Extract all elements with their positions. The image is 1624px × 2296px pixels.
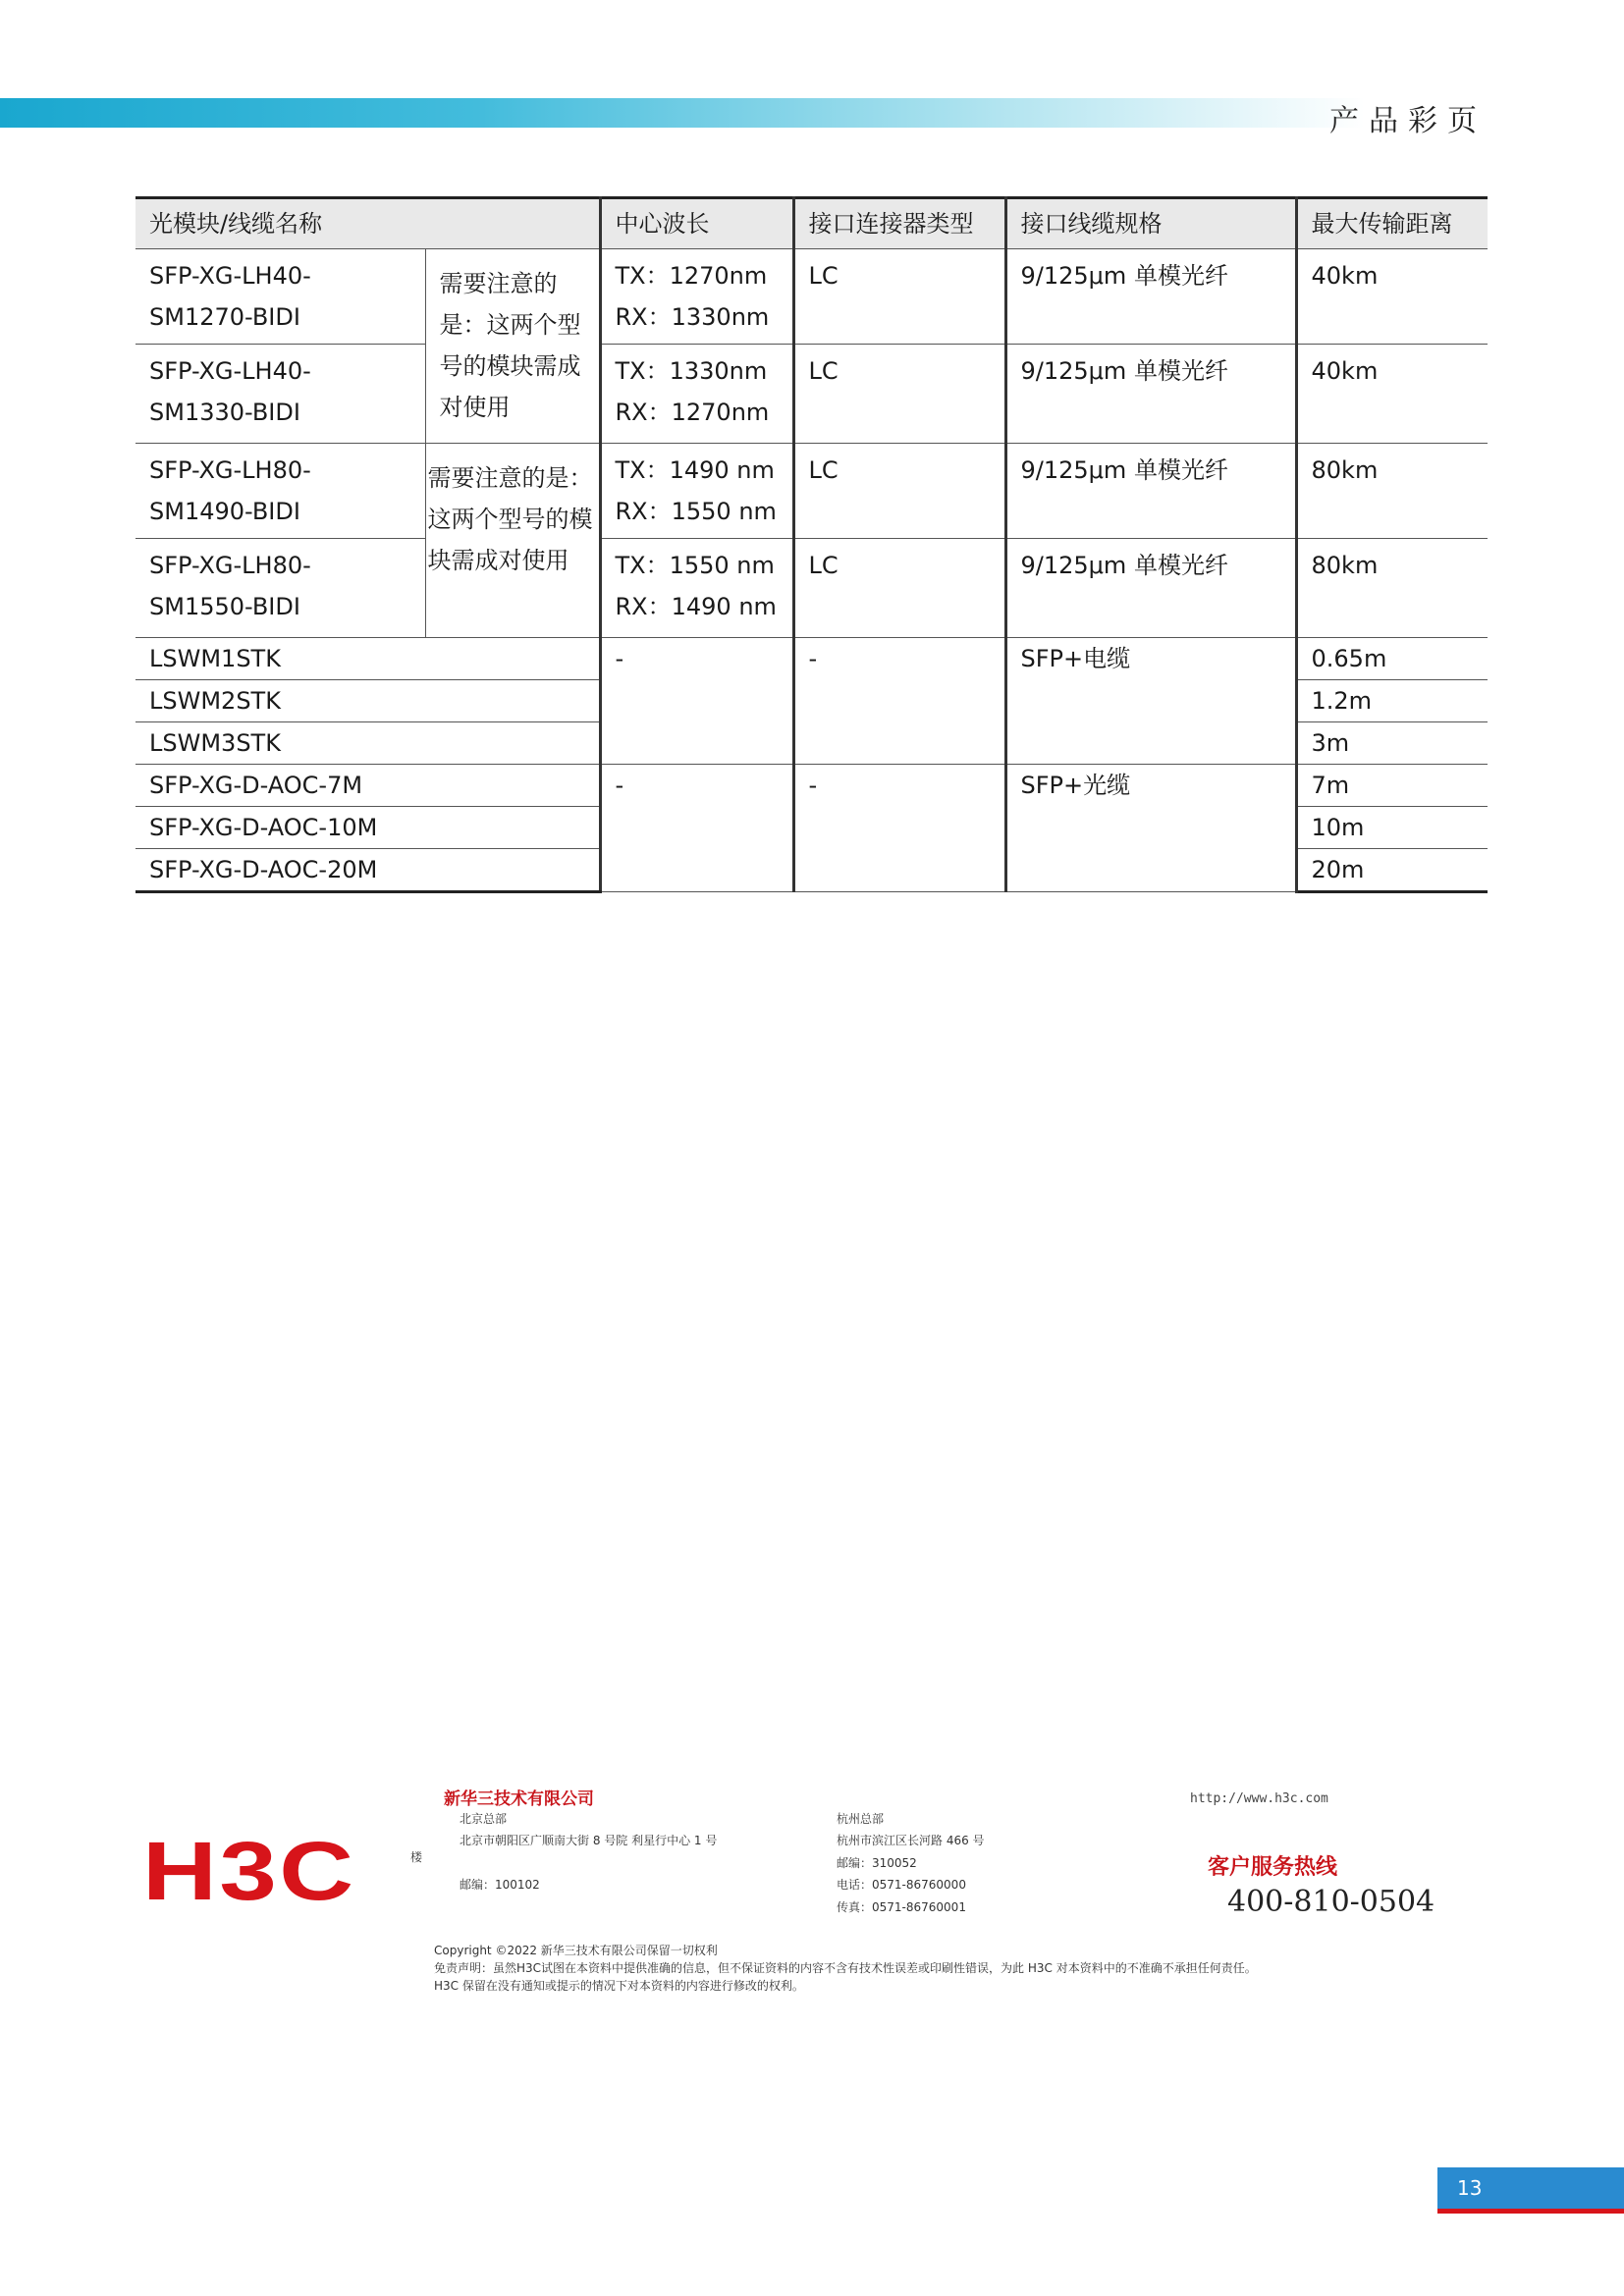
header-distance: 最大传输距离 (1296, 198, 1488, 249)
cable-spec: SFP+光缆 (1005, 765, 1296, 892)
table-header-row (135, 198, 1488, 249)
table-row (135, 638, 1488, 680)
module-name: LSWM2STK (135, 680, 600, 722)
max-distance: 1.2m (1296, 680, 1488, 722)
module-name: SFP-XG-LH40-SM1330-BIDI (135, 345, 425, 444)
beijing-hq-title: 北京总部 (460, 1812, 508, 1826)
connector-type: LC (793, 345, 1005, 444)
header-gradient-bar (0, 98, 1365, 128)
tx-wavelength: TX：1330nm (615, 357, 768, 385)
wavelength-cell (600, 249, 793, 345)
connector-type: LC (793, 249, 1005, 345)
max-distance: 80km (1296, 444, 1488, 539)
table-row (135, 765, 1488, 807)
pairing-note: 需要注意的是：这两个型号的模块需成对使用 (425, 444, 600, 638)
company-name: 新华三技术有限公司 (444, 1789, 594, 1809)
rx-wavelength: RX：1490 nm (615, 593, 777, 620)
header-cable: 接口线缆规格 (1005, 198, 1296, 249)
wavelength: - (600, 638, 793, 765)
connector-type: LC (793, 444, 1005, 539)
hangzhou-hq-postcode: 邮编：310052 (837, 1856, 917, 1870)
connector-type: - (793, 638, 1005, 765)
tx-wavelength: TX：1490 nm (615, 456, 775, 484)
module-name: SFP-XG-D-AOC-20M (135, 849, 600, 892)
cable-spec: 9/125μm 单模光纤 (1005, 444, 1296, 539)
cable-spec: 9/125μm 单模光纤 (1005, 539, 1296, 638)
page-number: 13 (1457, 2176, 1483, 2200)
table-row (135, 539, 1488, 638)
cable-spec: 9/125μm 单模光纤 (1005, 345, 1296, 444)
table-row (135, 444, 1488, 539)
module-name: SFP-XG-LH80-SM1550-BIDI (135, 539, 425, 638)
beijing-hq-address: 北京市朝阳区广顺南大街 8 号院 利星行中心 1 号 (460, 1834, 718, 1847)
hangzhou-hq-fax: 传真：0571-86760001 (837, 1900, 966, 1914)
table-row (135, 345, 1488, 444)
header-title: 产品彩页 (1329, 104, 1487, 138)
tx-wavelength: TX：1270nm (615, 262, 768, 290)
module-name: SFP-XG-D-AOC-10M (135, 807, 600, 849)
h3c-logo: H3C (142, 1825, 356, 1917)
disclaimer-text: 免责声明：虽然H3C试图在本资料中提供准确的信息，但不保证资料的内容不含有技术性误差或印刷性错误，为此 H3C 对本资料中的不准确不承担任何责任。 (434, 1961, 1257, 1975)
wavelength: - (600, 765, 793, 892)
tx-wavelength: TX：1550 nm (615, 552, 775, 579)
header-connector: 接口连接器类型 (793, 198, 1005, 249)
cable-spec: SFP+电缆 (1005, 638, 1296, 765)
module-name: LSWM1STK (135, 638, 600, 680)
copyright-block (434, 1942, 1514, 1995)
rx-wavelength: RX：1270nm (615, 399, 770, 426)
header-wavelength: 中心波长 (600, 198, 793, 249)
page-number-badge (1437, 2167, 1624, 2214)
module-name: SFP-XG-LH40-SM1270-BIDI (135, 249, 425, 345)
rx-wavelength: RX：1330nm (615, 303, 770, 331)
wavelength-cell (600, 345, 793, 444)
max-distance: 20m (1296, 849, 1488, 892)
table-row (135, 249, 1488, 345)
max-distance: 3m (1296, 722, 1488, 765)
copyright-text: Copyright ©2022 新华三技术有限公司保留一切权利 (434, 1944, 718, 1957)
connector-type: LC (793, 539, 1005, 638)
connector-type: - (793, 765, 1005, 892)
max-distance: 80km (1296, 539, 1488, 638)
module-name: SFP-XG-LH80-SM1490-BIDI (135, 444, 425, 539)
hangzhou-hq-address: 杭州市滨江区长河路 466 号 (837, 1834, 985, 1847)
spec-table (135, 196, 1488, 893)
max-distance: 40km (1296, 249, 1488, 345)
hangzhou-hq-phone: 电话：0571-86760000 (837, 1878, 966, 1892)
rights-text: H3C 保留在没有通知或提示的情况下对本资料的内容进行修改的权利。 (434, 1979, 804, 1993)
module-name: LSWM3STK (135, 722, 600, 765)
module-name: SFP-XG-D-AOC-7M (135, 765, 600, 807)
max-distance: 7m (1296, 765, 1488, 807)
logo-side-text: 楼 (410, 1850, 423, 1864)
hotline-label: 客户服务热线 (1208, 1855, 1338, 1880)
cable-spec: 9/125μm 单模光纤 (1005, 249, 1296, 345)
wavelength-cell (600, 539, 793, 638)
hotline-number: 400-810-0504 (1227, 1885, 1435, 1919)
rx-wavelength: RX：1550 nm (615, 498, 777, 525)
wavelength-cell (600, 444, 793, 539)
max-distance: 0.65m (1296, 638, 1488, 680)
website-link[interactable]: http://www.h3c.com (1190, 1791, 1328, 1806)
max-distance: 40km (1296, 345, 1488, 444)
hangzhou-hq-title: 杭州总部 (837, 1812, 885, 1826)
header-name: 光模块/线缆名称 (135, 198, 600, 249)
pairing-note: 需要注意的是：这两个型号的模块需成对使用 (425, 249, 600, 444)
max-distance: 10m (1296, 807, 1488, 849)
beijing-hq-postcode: 邮编：100102 (460, 1878, 540, 1892)
